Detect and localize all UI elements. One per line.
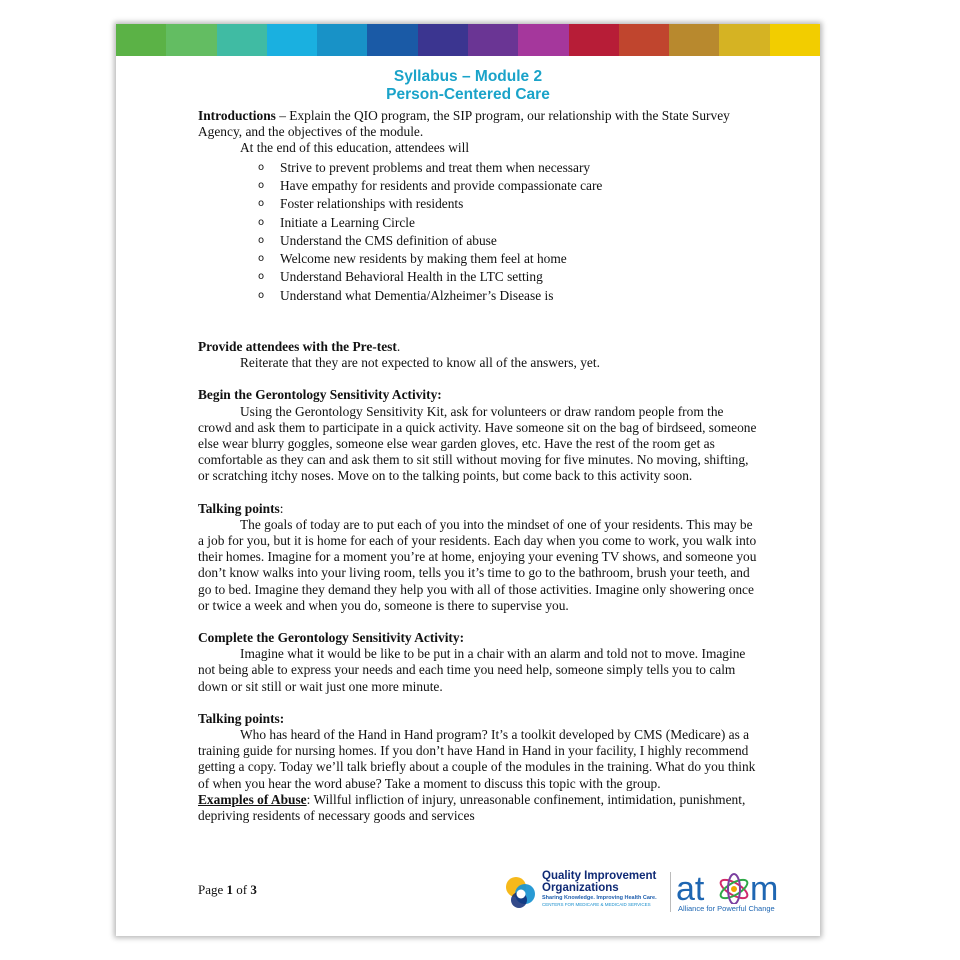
hollow-bullet-icon: o xyxy=(258,289,265,301)
objective-text: Understand the CMS definition of abuse xyxy=(280,232,497,248)
svg-text:at: at xyxy=(676,870,705,904)
intro-heading: Introductions xyxy=(198,108,276,123)
abuse-text: : Willful infliction of injury, unreasonable confinement, intimidation, punishment, depriving residents of necessary goods and services xyxy=(198,791,746,824)
hollow-bullet-icon: o xyxy=(258,234,265,246)
objective-item xyxy=(258,196,758,212)
talking-points-1-heading xyxy=(198,501,758,517)
pretest-heading: Provide attendees with the Pre-test xyxy=(198,338,397,354)
color-band-segment xyxy=(518,24,568,56)
pretest-text: Reiterate that they are not expected to know all of the answers, yet. xyxy=(240,355,600,371)
intro-subtext: At the end of this education, attendees will xyxy=(240,140,470,156)
color-band-segment xyxy=(217,24,267,56)
complete-activity-heading xyxy=(198,630,758,646)
objective-text: Foster relationships with residents xyxy=(280,196,464,212)
qio-logo-icon xyxy=(504,870,540,914)
svg-text:m: m xyxy=(750,870,779,904)
qio-name-line1: Quality Improvement xyxy=(542,870,657,882)
pretest-paragraph xyxy=(198,339,758,355)
objective-text: Have empathy for residents and provide compassionate care xyxy=(280,177,603,193)
color-band-segment xyxy=(367,24,417,56)
objective-text: Understand Behavioral Health in the LTC setting xyxy=(280,269,543,285)
objective-text: Welcome new residents by making them feel at home xyxy=(280,251,567,267)
color-band-segment xyxy=(770,24,820,56)
intro-text: – Explain the QIO program, the SIP program, our relationship with the State Survey Agency, and the objectives of the module. xyxy=(198,108,730,140)
footer-logos xyxy=(504,870,804,920)
color-band-segment xyxy=(267,24,317,56)
hollow-bullet-icon: o xyxy=(258,271,265,283)
document-title: Syllabus – Module 2 xyxy=(393,68,543,85)
document-body xyxy=(198,108,758,824)
objective-item xyxy=(258,269,758,285)
document-subtitle: Person-Centered Care xyxy=(386,86,550,103)
talking-points-1-heading-text: Talking points xyxy=(198,500,280,516)
activity-heading-text: Begin the Gerontology Sensitivity Activity: xyxy=(198,387,442,403)
objective-text: Understand what Dementia/Alzheimer’s Disease is xyxy=(280,287,554,303)
objectives-list xyxy=(198,160,758,304)
activity-text: Using the Gerontology Sensitivity Kit, ask for volunteers or draw random people from the crowd and ask them to participate in a quick activity. Have someone sit on the bag of birdseed, someone else wear blurry goggles, someone else wear garden gloves, etc. Have the rest of the room get as comfortable as they can and ask them to sit still without moving for five minutes. No moving, shifting, or scratching itchy noses. Move on to the talking points, but come back to this activity soon. xyxy=(198,403,757,484)
talking-points-2-heading-text: Talking points: xyxy=(198,710,285,726)
qio-tagline: Sharing Knowledge. Improving Health Care. xyxy=(542,895,657,901)
objective-text: Strive to prevent problems and treat them when necessary xyxy=(280,159,591,175)
hollow-bullet-icon: o xyxy=(258,198,265,210)
color-band-segment xyxy=(166,24,216,56)
color-band-segment xyxy=(619,24,669,56)
objective-item xyxy=(258,160,758,176)
pretest-punct: . xyxy=(396,338,401,354)
talking-points-1-text: The goals of today are to put each of you into the mindset of one of your residents. This may be a job for you, but it is home for each of your residents. Each day when you come to work, you walk into their homes. Imagine for a moment you’re at home, enjoying your evening TV shows, and someone you don’t know walks into your living room, tells you it’s time to go to the bathroom, brush your teeth, and go to bed. Imagine they demand they help you with all of those activities. Imagine only showering once or twice a week and when you do, someone is there to supervise you. xyxy=(198,516,757,613)
document-page xyxy=(116,24,820,936)
logo-divider xyxy=(670,872,671,912)
objective-item xyxy=(258,233,758,249)
activity-heading xyxy=(198,387,758,403)
color-band-segment xyxy=(669,24,719,56)
color-band-segment xyxy=(418,24,468,56)
page-total: 3 xyxy=(250,882,257,897)
qio-logo-text xyxy=(542,870,657,908)
color-band-segment xyxy=(719,24,769,56)
objective-text: Initiate a Learning Circle xyxy=(280,214,415,230)
qio-name-line2: Organizations xyxy=(542,882,619,894)
page-current: 1 xyxy=(226,882,234,897)
atom-tagline: Alliance for Powerful Change xyxy=(678,904,775,913)
qio-subline: CENTERS FOR MEDICARE & MEDICAID SERVICES xyxy=(542,902,651,907)
atom-logo-icon xyxy=(676,870,798,904)
abuse-paragraph xyxy=(198,792,758,824)
complete-activity-heading-text: Complete the Gerontology Sensitivity Activity: xyxy=(198,630,465,646)
talking-points-2-heading xyxy=(198,711,758,727)
color-band-segment xyxy=(317,24,367,56)
color-band-segment xyxy=(116,24,166,56)
hollow-bullet-icon: o xyxy=(258,253,265,265)
page-number xyxy=(198,882,257,898)
objective-item xyxy=(258,251,758,267)
page-of: of xyxy=(233,882,251,897)
page-label: Page xyxy=(198,882,227,897)
abuse-heading: Examples of Abuse xyxy=(198,791,307,807)
objective-item xyxy=(258,178,758,194)
complete-activity-text: Imagine what it would be like to be put in a chair with an alarm and told not to move. Imagine not being able to express your needs and each time you need help, someone simply tells you to calm down or sit still or wait just one more minute. xyxy=(198,646,746,694)
talking-points-2-text: Who has heard of the Hand in Hand program? It’s a toolkit developed by CMS (Medicare) as a training guide for nursing homes. If you don’t have Hand in Hand in your facility, I highly recommend getting a copy. Today we’ll talk briefly about a couple of the modules in the training. What do you think of when you hear the word abuse? Take a moment to discuss this topic with the group. xyxy=(198,727,756,791)
color-band-segment xyxy=(569,24,619,56)
color-band-segment xyxy=(468,24,518,56)
objective-item xyxy=(258,288,758,304)
hollow-bullet-icon: o xyxy=(258,161,265,173)
color-band-header xyxy=(116,24,820,56)
hollow-bullet-icon: o xyxy=(258,216,265,228)
intro-paragraph xyxy=(198,108,758,140)
objective-item xyxy=(258,215,758,231)
hollow-bullet-icon: o xyxy=(258,179,265,191)
talking-points-1-punct: : xyxy=(279,500,284,516)
